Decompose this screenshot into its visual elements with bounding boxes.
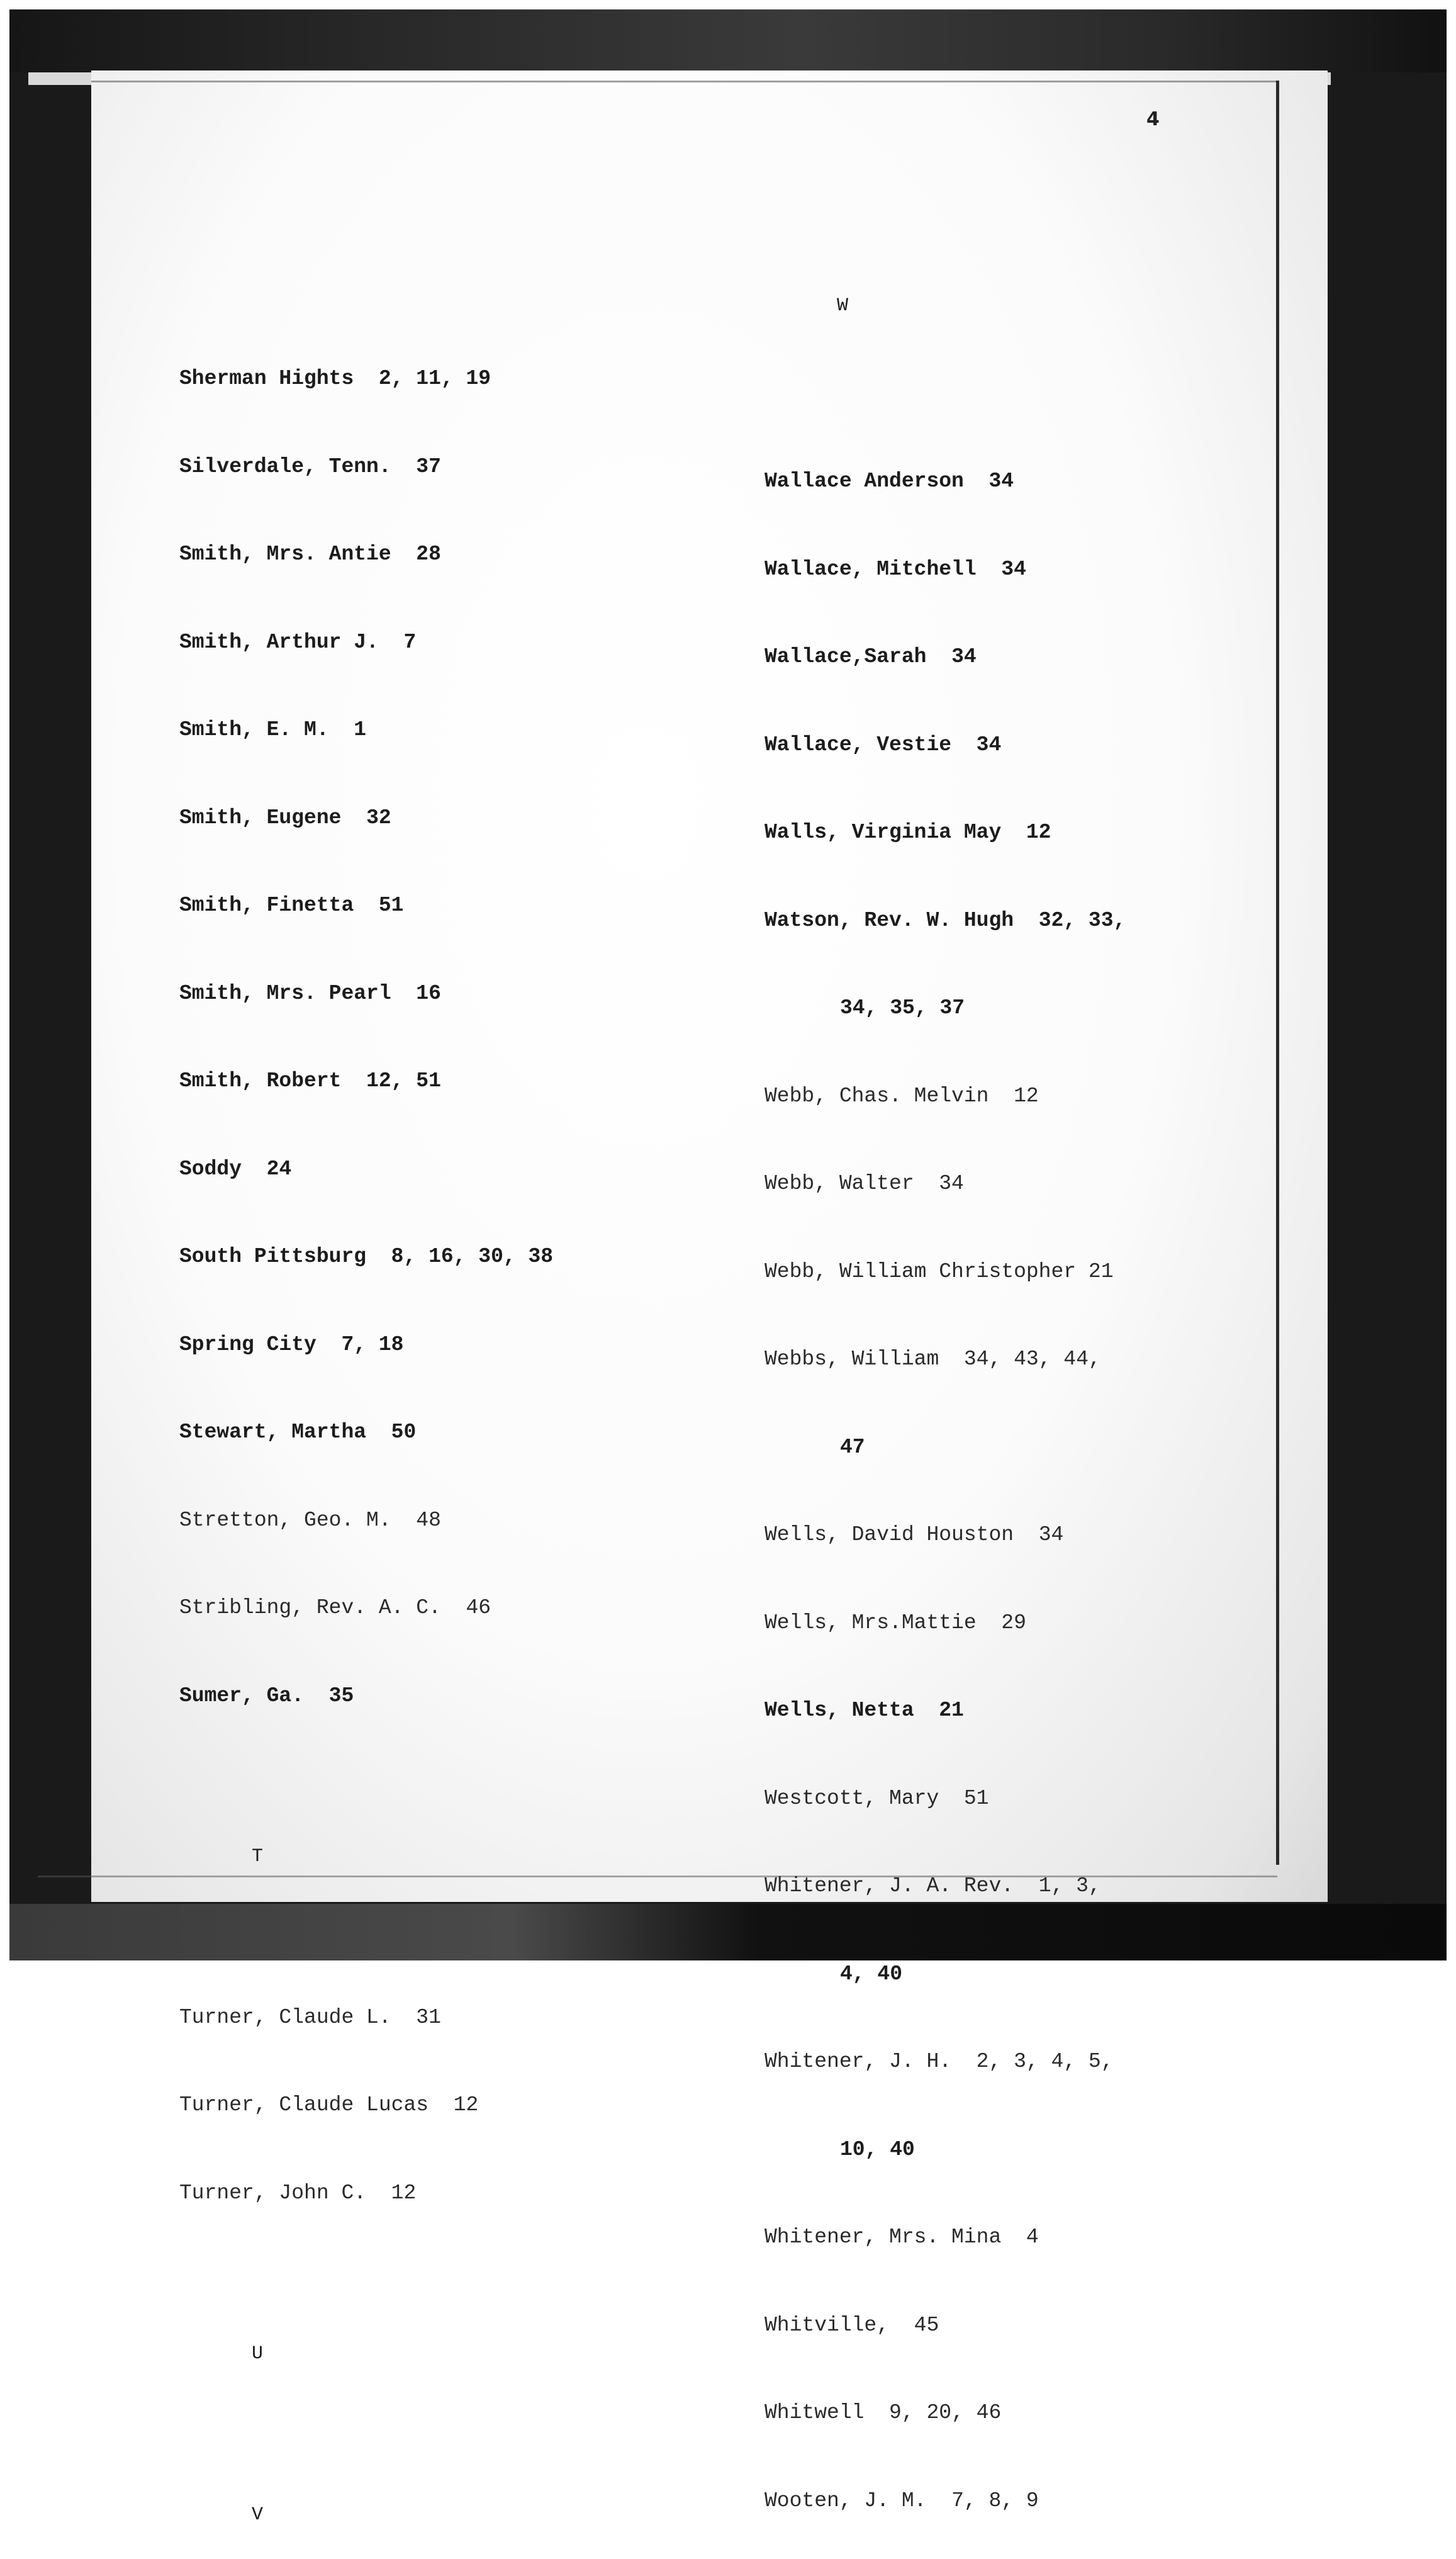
index-entry: Whitener, Mrs. Mina 4	[764, 2225, 1039, 2249]
index-entry: Turner, Claude Lucas 12	[179, 2093, 479, 2117]
index-entry: Turner, John C. 12	[179, 2181, 417, 2205]
index-entry: Whitville, 45	[764, 2313, 939, 2337]
section-heading-u: U	[252, 2343, 264, 2365]
index-column-right	[764, 233, 1126, 2545]
index-entry: Smith, Eugene 32	[179, 806, 391, 830]
index-entry: Wells, David Houston 34	[764, 1523, 1064, 1546]
index-entry: Wallace, Vestie 34	[764, 733, 1002, 756]
index-entry-continuation: 34, 35, 37	[840, 996, 965, 1020]
scan-top-shadow	[9, 9, 1447, 72]
page-border-right	[1276, 81, 1279, 1865]
index-entry-continuation: 4, 40	[840, 1962, 903, 1986]
index-entry: Wells, Netta 21	[764, 1699, 964, 1722]
index-entry: Webb, Walter 34	[764, 1172, 964, 1195]
index-entry: Stribling, Rev. A. C. 46	[179, 1596, 491, 1619]
index-entry: Stretton, Geo. M. 48	[179, 1508, 441, 1532]
index-entry: Smith, Mrs. Pearl 16	[179, 981, 441, 1005]
index-entry: Sherman Hights 2, 11, 19	[179, 367, 491, 390]
page-number: 4	[1146, 108, 1160, 130]
index-column-left	[179, 233, 553, 2559]
index-entry: Webbs, William 34, 43, 44,	[764, 1347, 1101, 1371]
index-entry: Wallace,Sarah 34	[764, 645, 977, 668]
index-entry: Webb, Chas. Melvin 12	[764, 1084, 1039, 1108]
section-heading-t: T	[252, 1846, 264, 1867]
index-entry: Watson, Rev. W. Hugh 32, 33,	[764, 908, 1126, 932]
index-entry: Whitener, J. A. Rev. 1, 3,	[764, 1874, 1101, 1898]
index-entry: Smith, Mrs. Antie 28	[179, 543, 441, 566]
index-entry: Wallace, Mitchell 34	[764, 557, 1026, 581]
index-entry: Smith, Arthur J. 7	[179, 630, 417, 654]
spacer	[179, 291, 553, 306]
index-entry: Wallace Anderson 34	[764, 470, 1014, 493]
index-entry: Walls, Virginia May 12	[764, 821, 1051, 844]
page-border-top	[91, 81, 1277, 82]
index-entry: Sumer, Ga. 35	[179, 1684, 354, 1707]
section-heading-v: V	[252, 2504, 264, 2526]
spacer	[764, 380, 1126, 409]
index-entry: Smith, Finetta 51	[179, 894, 404, 917]
spacer	[179, 2266, 553, 2281]
spacer	[179, 1930, 553, 1945]
index-entry: Whitwell 9, 20, 46	[764, 2401, 1002, 2424]
index-entry: Soddy 24	[179, 1157, 292, 1181]
index-entry: Wooten, J. M. 7, 8, 9	[764, 2489, 1039, 2512]
index-entry: Wells, Mrs.Mattie 29	[764, 1611, 1026, 1634]
index-entry: Westcott, Mary 51	[764, 1786, 989, 1810]
index-entry: Turner, Claude L. 31	[179, 2005, 441, 2029]
index-entry-continuation: 10, 40	[840, 2137, 915, 2161]
section-heading-w: W	[837, 295, 849, 317]
index-entry: Webb, William Christopher 21	[764, 1259, 1114, 1283]
index-entry: Smith, Robert 12, 51	[179, 1069, 441, 1093]
index-entry: South Pittsburg 8, 16, 30, 38	[179, 1245, 554, 1268]
index-entry-continuation: 47	[840, 1435, 865, 1459]
spacer	[179, 2427, 553, 2442]
spacer	[179, 1769, 553, 1784]
index-entry: Whitener, J. H. 2, 3, 4, 5,	[764, 2050, 1114, 2073]
index-entry: Silverdale, Tenn. 37	[179, 454, 441, 478]
index-entry: Stewart, Martha 50	[179, 1420, 417, 1444]
index-entry: Spring City 7, 18	[179, 1332, 404, 1356]
index-entry: Smith, E. M. 1	[179, 718, 367, 741]
